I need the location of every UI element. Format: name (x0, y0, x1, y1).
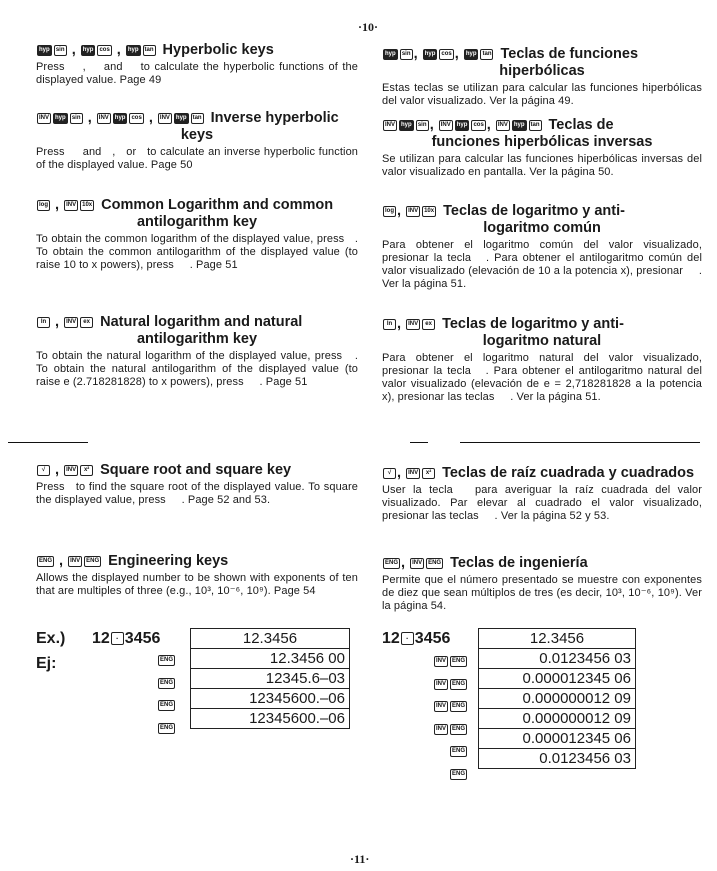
heading-title: Hyperbolic keys (162, 42, 274, 58)
table-row (479, 629, 636, 649)
body-text: Press to find the square root of the displayed value. To square the displayed value, press . Page 52 and 53. (36, 481, 358, 506)
hyp-key-icon: hyp (512, 120, 527, 131)
heading (382, 555, 702, 572)
eng-key-icon: ENG (158, 678, 175, 689)
heading-title-line2: funciones hiperbólicas inversas (431, 134, 653, 150)
key-group: log , INV 10x (385, 203, 435, 219)
log-key-icon: log (383, 206, 396, 217)
hyp-key-icon: hyp (81, 45, 96, 56)
inv-key-icon: INV (64, 465, 78, 476)
heading-title: Inverse hyperbolic (210, 110, 339, 126)
hyp-key-icon: hyp (383, 49, 398, 60)
key-row (150, 697, 176, 720)
key-column (428, 653, 468, 788)
inv-key-icon: INV (97, 113, 111, 124)
table-row (479, 749, 636, 769)
inv-key-icon: INV (158, 113, 172, 124)
section-natural-log-es (382, 316, 702, 404)
key-group: √ , INV x² (36, 462, 94, 479)
tan-key-icon: tan (529, 120, 542, 131)
sin-key-icon: sin (70, 113, 83, 124)
heading (382, 117, 702, 151)
inv-key-icon: INV (406, 319, 420, 330)
display-cell: 0.000012345 06 (479, 729, 636, 749)
body-text: To obtain the common logarithm of the displayed value, press . To obtain the common antilogarithm of the displayed value (to raise 10 to x powers), press . Page 51 (36, 233, 358, 271)
sqrt-key-icon: √ (37, 465, 50, 476)
heading-title: Teclas de logaritmo y anti- (443, 203, 625, 219)
divider (8, 442, 88, 443)
heading-title: Square root and square key (100, 462, 292, 478)
key-row (150, 720, 176, 743)
inv-key-icon: INV (410, 558, 424, 569)
heading-title-line2: keys (180, 127, 214, 143)
key-group: ln , INV ex (36, 314, 94, 331)
key-row (150, 652, 176, 675)
eng-key-icon: ENG (158, 655, 175, 666)
ten-x-key-icon: 10x (80, 200, 94, 211)
key-group: ENG , INV ENG (39, 553, 100, 569)
section-hyperbolic-es (382, 46, 702, 108)
key-row (428, 721, 468, 744)
heading-title-line2: logaritmo común (483, 220, 601, 236)
sin-key-icon: sin (54, 45, 67, 56)
heading-title: Teclas de raíz cuadrada y cuadrados (442, 465, 695, 481)
table-row (191, 669, 350, 689)
cos-key-icon: cos (129, 113, 143, 124)
square-key-icon: x² (80, 465, 93, 476)
heading-title: Teclas de ingeniería (450, 555, 588, 571)
heading (36, 42, 358, 59)
inv-key-icon: INV (406, 468, 420, 479)
table-row (479, 729, 636, 749)
table-row (479, 709, 636, 729)
entry-digits: 12 (382, 630, 400, 647)
hyp-key-icon: hyp (53, 113, 68, 124)
hyp-key-icon: hyp (464, 49, 479, 60)
key-group: INV hyp sin , INV hyp cos , INV hyp tan (385, 117, 540, 133)
inv-key-icon: INV (434, 656, 448, 667)
sqrt-key-icon: √ (383, 468, 396, 479)
heading-title-line2: antilogarithm key (136, 331, 258, 347)
section-inverse-hyp-es (382, 117, 702, 179)
section-sqrt-en (36, 462, 358, 507)
section-eng-es (382, 555, 702, 613)
divider (410, 442, 428, 443)
page-number-bottom: ·11· (350, 852, 370, 866)
table-row (191, 689, 350, 709)
heading (36, 314, 358, 348)
key-row (428, 766, 468, 789)
display-cell: 12.3456 00 (191, 649, 350, 669)
display-cell: 0.0123456 03 (479, 749, 636, 769)
eng-key-icon: ENG (383, 558, 400, 569)
example-label-es: Ej: (36, 655, 57, 672)
heading (382, 46, 702, 80)
divider (460, 442, 700, 443)
eng-key-icon: ENG (450, 656, 467, 667)
example-label: Ex.) (36, 630, 66, 647)
cos-key-icon: cos (439, 49, 453, 60)
section-eng-en (36, 553, 358, 598)
heading-title-line2: hiperbólicas (499, 63, 585, 79)
e-x-key-icon: ex (422, 319, 435, 330)
inv-key-icon: INV (434, 724, 448, 735)
key-group: hyp sin , hyp cos , hyp tan (385, 46, 492, 62)
display-cell: 12345600.–06 (191, 689, 350, 709)
eng-key-icon: ENG (426, 558, 443, 569)
hyp-key-icon: hyp (113, 113, 128, 124)
eng-key-icon: ENG (84, 556, 101, 567)
hyp-key-icon: hyp (455, 120, 470, 131)
table-row (191, 649, 350, 669)
sin-key-icon: sin (400, 49, 413, 60)
key-group: INV hyp sin , INV hyp cos , INV hyp tan (39, 110, 202, 126)
body-text: Press , and to calculate the hyperbolic functions of the displayed value. Page 49 (36, 61, 358, 86)
body-text: Para obtener el logaritmo natural del valor visualizado, presionar la tecla . Para obtener el antilogaritmo natural del valor visualizado (elevación de e = 2,718281828 a la potencia x), presionar las teclas . Ver la página 51. (382, 352, 702, 403)
heading-title: Teclas de funciones (500, 46, 639, 62)
eng-key-icon: ENG (37, 556, 54, 567)
cos-key-icon: cos (97, 45, 111, 56)
key-entry (382, 630, 450, 648)
page-number-top: ·10· (358, 20, 379, 34)
body-text: Estas teclas se utilizan para calcular las funciones hiperbólicas del valor visualizado. Ver la página 49. (382, 82, 702, 107)
hyp-key-icon: hyp (399, 120, 414, 131)
inv-key-icon: INV (64, 200, 78, 211)
key-row (428, 676, 468, 699)
entry-digits: 12 (92, 630, 110, 647)
key-row (428, 698, 468, 721)
section-hyperbolic-en (36, 42, 358, 87)
key-group: ENG , INV ENG (385, 555, 442, 571)
square-key-icon: x² (422, 468, 435, 479)
heading (382, 465, 702, 482)
e-x-key-icon: ex (80, 317, 93, 328)
dot-key-icon: · (401, 632, 414, 645)
display-cell: 0.000000012 09 (479, 689, 636, 709)
body-text: Allows the displayed number to be shown with exponents of ten that are multiples of three (e.g., 10³, 10⁻⁶, 10⁹). Page 54 (36, 572, 358, 597)
display-cell: 12.3456 (191, 629, 350, 649)
display-cell: 0.000000012 09 (479, 709, 636, 729)
ten-x-key-icon: 10x (422, 206, 436, 217)
key-column (150, 652, 176, 742)
tan-key-icon: tan (480, 49, 493, 60)
key-row (428, 653, 468, 676)
eng-key-icon: ENG (450, 769, 467, 780)
key-entry (92, 630, 160, 648)
eng-key-icon: ENG (158, 700, 175, 711)
key-row (428, 743, 468, 766)
heading (36, 553, 358, 570)
inv-key-icon: INV (383, 120, 397, 131)
hyp-key-icon: hyp (126, 45, 141, 56)
heading (36, 110, 358, 144)
body-text: Permite que el número presentado se muestre con exponentes de diez que sean múltiplos de tres (es decir, 10³, 10⁻⁶, 10⁹). Ver la página 54. (382, 574, 702, 612)
body-text: Para obtener el logaritmo común del valor visualizado, presionar la tecla . Para obtener el antilogaritmo común del valor visualizado (elevación de 10 a la potencia x), presionar . Ver la página 51. (382, 239, 702, 290)
tan-key-icon: tan (143, 45, 156, 56)
table-row (191, 709, 350, 729)
inv-key-icon: INV (406, 206, 420, 217)
ln-key-icon: ln (37, 317, 50, 328)
eng-key-icon: ENG (450, 701, 467, 712)
section-sqrt-es (382, 465, 702, 523)
eng-key-icon: ENG (450, 679, 467, 690)
heading-title-line2: logaritmo natural (482, 333, 602, 349)
key-group: log , INV 10x (39, 197, 93, 213)
heading-title-line2: antilogarithm key (136, 214, 258, 230)
eng-key-icon: ENG (158, 723, 175, 734)
key-group: hyp sin , hyp cos , hyp tan (39, 42, 154, 58)
section-inverse-hyp-en (36, 110, 358, 172)
eng-key-icon: ENG (450, 724, 467, 735)
inv-key-icon: INV (434, 701, 448, 712)
eng-key-icon: ENG (450, 746, 467, 757)
display-cell: 0.000012345 06 (479, 669, 636, 689)
body-text: User la tecla para averiguar la raíz cuadrada del valor visualizado. Par elevar al cuadrado el valor visualizado, presionar las teclas . Ver la página 52 y 53. (382, 484, 702, 522)
section-common-log-es (382, 203, 702, 291)
hyp-key-icon: hyp (174, 113, 189, 124)
table-row (479, 669, 636, 689)
table-row (479, 689, 636, 709)
inv-key-icon: INV (496, 120, 510, 131)
inv-key-icon: INV (439, 120, 453, 131)
section-common-log-en (36, 197, 358, 272)
heading (36, 197, 358, 231)
heading-title: Engineering keys (108, 553, 229, 569)
display-table (478, 628, 636, 769)
body-text: Se utilizan para calcular las funciones hiperbólicas inversas del valor visualizado en pantalla. Ver la página 50. (382, 153, 702, 178)
key-group: √ , INV x² (382, 465, 436, 482)
display-cell: 12345600.–06 (191, 709, 350, 729)
tan-key-icon: tan (191, 113, 204, 124)
inv-key-icon: INV (64, 317, 78, 328)
display-cell: 0.0123456 03 (479, 649, 636, 669)
heading (382, 316, 702, 350)
body-text: To obtain the natural logarithm of the displayed value, press . To obtain the natural antilogarithm of the displayed value (to raise e (2.718281828) to x powers), press . Page 51 (36, 350, 358, 388)
sin-key-icon: sin (416, 120, 429, 131)
section-natural-log-en (36, 314, 358, 389)
heading-title: Teclas de logaritmo y anti- (442, 316, 624, 332)
hyp-key-icon: hyp (423, 49, 438, 60)
key-group: ln , INV ex (382, 316, 436, 333)
heading (36, 462, 358, 479)
log-key-icon: log (37, 200, 50, 211)
heading-title: Common Logarithm and common (101, 197, 334, 213)
entry-digits: 3456 (124, 630, 161, 647)
heading (382, 203, 702, 237)
hyp-key-icon: hyp (37, 45, 52, 56)
cos-key-icon: cos (471, 120, 485, 131)
entry-digits: 3456 (414, 630, 451, 647)
dot-key-icon: · (111, 632, 124, 645)
table-row (479, 649, 636, 669)
display-cell: 12.3456 (479, 629, 636, 649)
ln-key-icon: ln (383, 319, 396, 330)
inv-key-icon: INV (68, 556, 82, 567)
body-text: Press and , or to calculate an inverse hyperbolic function of the displayed value. Page 50 (36, 146, 358, 171)
heading-title: Natural logarithm and natural (100, 314, 303, 330)
inv-key-icon: INV (434, 679, 448, 690)
key-row (150, 675, 176, 698)
inv-key-icon: INV (37, 113, 51, 124)
display-table (190, 628, 350, 729)
display-cell: 12345.6–03 (191, 669, 350, 689)
heading-title: Teclas de (548, 117, 614, 133)
table-row (191, 629, 350, 649)
